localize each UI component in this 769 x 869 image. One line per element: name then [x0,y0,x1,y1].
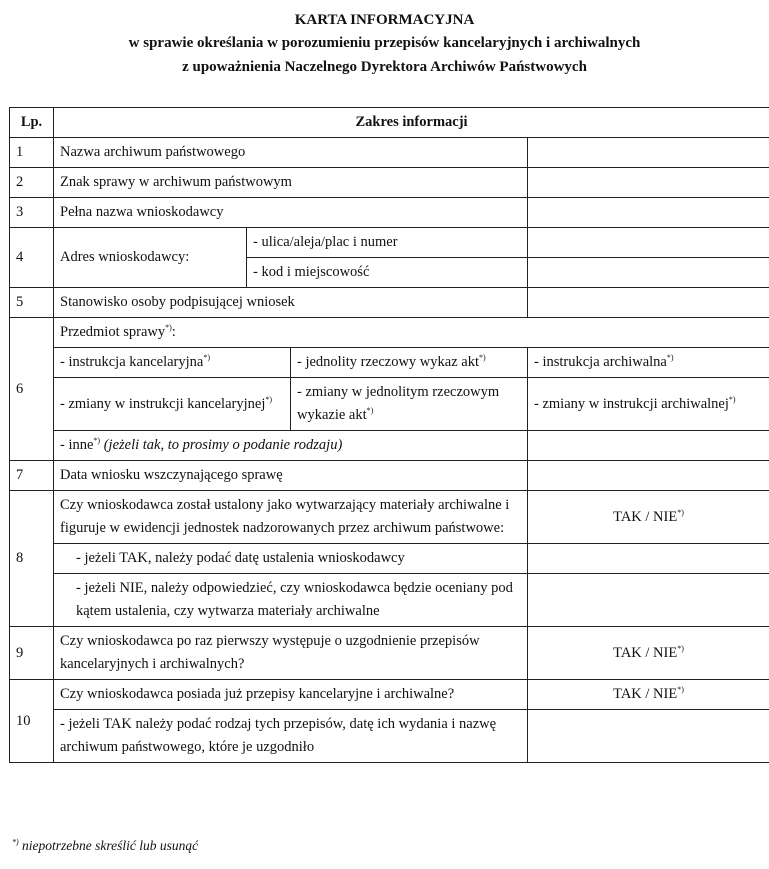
row-number: 1 [10,138,54,168]
row-number: 8 [10,491,54,627]
answer-cell-1[interactable] [528,138,769,168]
table-row-4 [10,228,769,258]
table-row-8a [10,544,769,574]
table-row-6-options-1 [10,348,769,378]
col-zakres-header: Zakres informacji [54,108,769,138]
row-label: Czy wnioskodawca został ustalony jako wytwarzający materiały archiwalne i figuruje w ewidencji jednostek nadzorowanych przez archiwum państwowe: [54,491,528,544]
table-row-3 [10,198,769,228]
col-lp-header: Lp. [10,108,54,138]
row-label: Przedmiot sprawy*): [54,318,769,348]
document-subtitle-2: z upoważnienia Naczelnego Dyrektora Archiwów Państwowych [182,59,587,75]
option-instrukcja-kancelaryjna[interactable]: - instrukcja kancelaryjna*) [54,348,291,378]
row-label: Data wniosku wszczynającego sprawę [54,461,528,491]
footnote: *) niepotrzebne skreślić lub usunąć [12,837,199,853]
row-label: Nazwa archiwum państwowego [54,138,528,168]
row-number: 9 [10,627,54,680]
document-subtitle-1: w sprawie określania w porozumieniu przepisów kancelaryjnych i archiwalnych [128,35,641,51]
row-number: 7 [10,461,54,491]
row-label: Czy wnioskodawca po raz pierwszy występuje o uzgodnienie przepisów kancelaryjnych i archiwalnych? [54,627,528,680]
row-label: Adres wnioskodawcy: [54,228,247,288]
row-number: 6 [10,318,54,461]
answer-cell-7[interactable] [528,461,769,491]
option-zmiany-archiwalna[interactable]: - zmiany w instrukcji archiwalnej*) [528,378,769,431]
row-number: 5 [10,288,54,318]
document-title: KARTA INFORMACYJNA [294,12,475,28]
yes-no-answer-9[interactable]: TAK / NIE*) [528,627,769,680]
row-label: Znak sprawy w archiwum państwowym [54,168,528,198]
table-row-10 [10,680,769,710]
answer-cell-5[interactable] [528,288,769,318]
row-number: 3 [10,198,54,228]
table-row-10a [10,710,769,763]
row-number: 10 [10,680,54,763]
table-row-7 [10,461,769,491]
table-row-5 [10,288,769,318]
option-zmiany-kancelaryjna[interactable]: - zmiany w instrukcji kancelaryjnej*) [54,378,291,431]
answer-cell-2[interactable] [528,168,769,198]
information-table [9,107,769,763]
yes-no-answer-8[interactable]: TAK / NIE*) [528,491,769,544]
row-label: Pełna nazwa wnioskodawcy [54,198,528,228]
table-row-1 [10,138,769,168]
answer-cell-4a[interactable] [528,228,769,258]
table-row-6-options-3 [10,431,769,461]
row-label: Czy wnioskodawca posiada już przepisy kancelaryjne i archiwalne? [54,680,528,710]
table-row-8 [10,491,769,544]
option-zmiany-wykaz[interactable]: - zmiany w jednolitym rzeczowym wykazie akt*) [291,378,528,431]
table-row-9 [10,627,769,680]
table-row-6-options-2 [10,378,769,431]
row-number: 4 [10,228,54,288]
answer-cell-4b[interactable] [528,258,769,288]
option-jednolity-wykaz[interactable]: - jednolity rzeczowy wykaz akt*) [291,348,528,378]
header-row [10,108,769,138]
answer-cell-10a[interactable] [528,710,769,763]
row-sub-label: - jeżeli NIE, należy odpowiedzieć, czy wnioskodawca będzie oceniany pod kątem ustalenia, czy wytwarza materiały archiwalne [54,574,528,627]
address-street-label: - ulica/aleja/plac i numer [247,228,528,258]
table-row-2 [10,168,769,198]
row-sub-label: - jeżeli TAK, należy podać datę ustalenia wnioskodawcy [54,544,528,574]
answer-cell-6-inne[interactable] [528,431,769,461]
yes-no-answer-10[interactable]: TAK / NIE*) [528,680,769,710]
answer-cell-8b[interactable] [528,574,769,627]
row-label: Stanowisko osoby podpisującej wniosek [54,288,528,318]
row-number: 2 [10,168,54,198]
table-row-8b [10,574,769,627]
address-postcode-label: - kod i miejscowość [247,258,528,288]
answer-cell-3[interactable] [528,198,769,228]
option-instrukcja-archiwalna[interactable]: - instrukcja archiwalna*) [528,348,769,378]
row-sub-label: - jeżeli TAK należy podać rodzaj tych przepisów, datę ich wydania i nazwę archiwum państwowego, które je uzgodniło [54,710,528,763]
option-inne[interactable]: - inne*) (jeżeli tak, to prosimy o podanie rodzaju) [54,431,528,461]
table-row-6 [10,318,769,348]
answer-cell-8a[interactable] [528,544,769,574]
